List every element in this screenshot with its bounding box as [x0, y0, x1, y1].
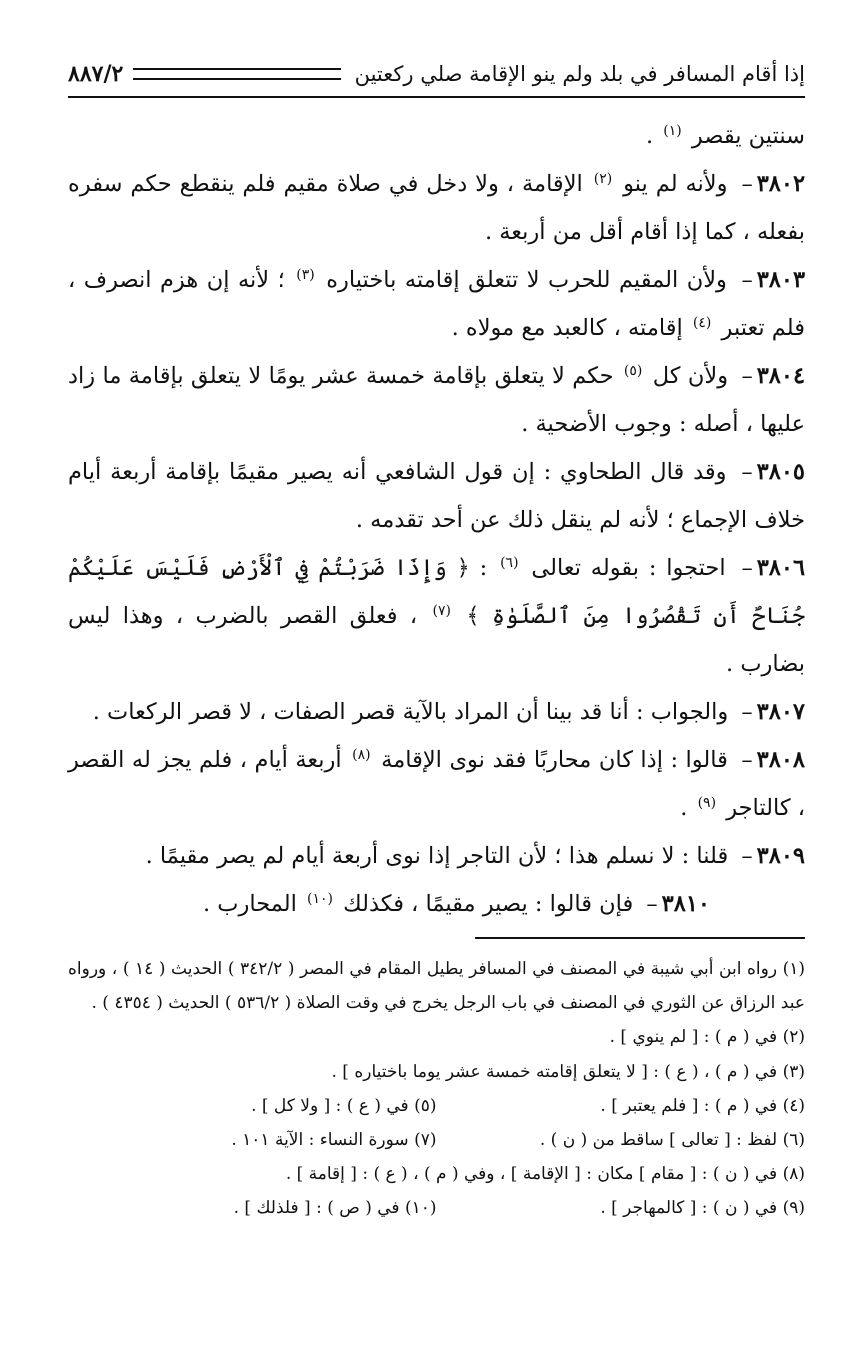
paragraph-3804: ٣٨٠٤– ولأن كل $^{(٥)}$ حكم لا يتعلق بإقامة خمسة عشر يومًا لا يتعلق بإقامة ما زاد عليها ، أصله : وجوب الأضحية . [68, 362, 806, 437]
page-number: ٨٨٧/٢ [68, 61, 124, 87]
paragraph-text: احتجوا : بقوله تعالى [531, 555, 726, 581]
paragraph-text: ولأنه لم ينو [623, 171, 728, 197]
paragraph-3809: ٣٨٠٩– قلنا : لا نسلم هذا ؛ لأن التاجر إذا نوى أربعة أيام لم يصر مقيمًا . [145, 843, 805, 869]
paragraph-text: أربعة أيام ، فلم يجز له القصر ، كالتاجر [68, 747, 805, 821]
footnote-ref: (٧) [432, 602, 451, 619]
paragraph-3806: ٣٨٠٦– احتجوا : بقوله تعالى $^{(٦)}$ : ﴿ وَإِذَا ضَرَبْتُمْ فِي ٱلْأَرْضِ فَلَيْسَ عَلَيْكُمْ جُنَاحٌ أَن تَقْصُرُوا مِنَ ٱلصَّلَوٰةِ ﴾ $^{(٧)}$ ، فعلق القصر بالضرب ، وهذا ليس بضارب . [68, 554, 806, 677]
paragraph-text: قلنا : لا نسلم هذا ؛ لأن التاجر إذا نوى أربعة أيام لم يصر مقيمًا . [145, 843, 729, 869]
paragraph-text: المحارب . [202, 891, 297, 917]
footnote-6: (٦) لفظ : [ تعالى ] ساقط من ( ن ) . [539, 1130, 805, 1151]
paragraph-text: ولأن كل [652, 363, 729, 389]
paragraph-text: فإن قالوا : يصير مقيمًا ، فكذلك [343, 891, 634, 917]
paragraph-3807: ٣٨٠٧– والجواب : أنا قد بينا أن المراد بالآية قصر الصفات ، لا قصر الركعات . [92, 699, 805, 725]
footnote-ref: (٦) [500, 554, 519, 571]
footnote-ref: (٥) [623, 362, 643, 379]
continuation-end: . [645, 123, 654, 149]
paragraph-text: . [680, 795, 688, 821]
footnote-2: (٢) في ( م ) : [ لم ينوي ] . [609, 1027, 805, 1048]
paragraph-text: حكم لا يتعلق بإقامة خمسة عشر يومًا لا يتعلق بإقامة ما زاد عليها ، أصله : وجوب الأضحية . [68, 363, 805, 437]
footnote-row [68, 1089, 805, 1123]
paragraph-text: ، فعلق القصر بالضرب ، وهذا ليس بضارب . [68, 603, 805, 677]
paragraph-text: ولأن المقيم للحرب لا تتعلق إقامته باختياره [326, 267, 727, 293]
continuation-line [68, 112, 805, 160]
paragraph-text: وقد قال الطحاوي : إن قول الشافعي أنه يصير مقيمًا بإقامة أربعة أيام خلاف الإجماع ؛ لأنه لم ينقل ذلك عن أحد تقدمه . [68, 459, 805, 533]
footnote-separator [475, 937, 805, 939]
footnotes [68, 952, 805, 1226]
paragraph-3803: ٣٨٠٣– ولأن المقيم للحرب لا تتعلق إقامته باختياره $^{(٣)}$ ؛ لأنه إن هزم انصرف ، فلم تعتبر $^{(٤)}$ إقامته ، كالعبد مع مولاه . [68, 266, 806, 341]
footnote-5: (٥) في ( ع ) : [ ولا كل ] . [251, 1095, 437, 1116]
paragraph-number: ٣٨٠٦ [756, 555, 806, 581]
paragraph-text: الإقامة ، ولا دخل في صلاة مقيم فلم ينقطع حكم سفره بفعله ، كما إذا أقام أقل من أربعة . [68, 171, 805, 245]
footnote-row [68, 1123, 805, 1157]
paragraph-number: ٣٨٠٩ [756, 843, 805, 869]
footnote-row [68, 1191, 805, 1225]
footnote-ref: (١٠) [307, 890, 333, 907]
paragraph-text: إقامته ، كالعبد مع مولاه . [451, 315, 683, 341]
running-title: إذا أقام المسافر في بلد ولم ينو الإقامة صلي ركعتين [354, 62, 805, 86]
footnote-ref: (٤) [692, 314, 712, 331]
footnote-8: (٨) في ( ن ) : [ مقام ] مكان : [ الإقامة ] ، وفي ( م ) ، ( ع ) : [ إقامة ] . [285, 1164, 805, 1185]
main-text [68, 112, 805, 928]
continuation-text: سنتين يقصر [691, 123, 805, 149]
page-header [68, 52, 805, 98]
paragraph-number: ٣٨٠٨ [756, 747, 805, 773]
paragraph-number: ٣٨٠٤ [756, 363, 806, 389]
footnote-ref: (٩) [697, 794, 717, 811]
footnote-ref: (٨) [352, 746, 371, 763]
paragraph-text: ؛ لأنه إن هزم انصرف ، فلم تعتبر [68, 267, 805, 341]
footnote-ref: (٢) [593, 170, 613, 187]
paragraph-number: ٣٨٠٧ [756, 699, 805, 725]
paragraph-number: ٣٨٠٢ [756, 171, 806, 197]
paragraph-number: ٣٨٠٣ [756, 267, 806, 293]
footnote-9: (٩) في ( ن ) : [ كالمهاجر ] . [600, 1198, 805, 1219]
paragraph-text: والجواب : أنا قد بينا أن المراد بالآية قصر الصفات ، لا قصر الركعات . [92, 699, 729, 725]
footnote-7: (٧) سورة النساء : الآية ١٠١ . [231, 1130, 437, 1151]
header-double-rule [133, 68, 340, 80]
paragraph-3810: ٣٨١٠– فإن قالوا : يصير مقيمًا ، فكذلك $^{(١٠)}$ المحارب . [202, 890, 710, 917]
footnote-10: (١٠) في ( ص ) : [ فلذلك ] . [233, 1198, 437, 1219]
paragraph-number: ٣٨١٠ [661, 891, 710, 917]
paragraph-3805: ٣٨٠٥– وقد قال الطحاوي : إن قول الشافعي أنه يصير مقيمًا بإقامة أربعة أيام خلاف الإجماع ؛ لأنه لم ينقل ذلك عن أحد تقدمه . [68, 459, 805, 533]
paragraph-3808: ٣٨٠٨– قالوا : إذا كان محاربًا فقد نوى الإقامة $^{(٨)}$ أربعة أيام ، فلم يجز له القصر ، كالتاجر $^{(٩)}$ . [68, 746, 805, 821]
footnote-3: (٣) في ( م ) ، ( ع ) : [ لا يتعلق إقامته خمسة عشر يوما باختياره ] . [331, 1061, 805, 1082]
paragraph-number: ٣٨٠٥ [756, 459, 805, 485]
footnote-1: (١) رواه ابن أبي شيبة في المصنف في المسافر يطيل المقام في المصر ( ٣٤٢/٢ ) الحديث ( ١٤ ) ، ورواه عبد الرزاق عن الثوري في المصنف في باب الرجل يخرج في وقت الصلاة ( ٥٣٦/٢ ) الحديث ( ٤٣٥٤ ) . [68, 959, 805, 1014]
footnote-4: (٤) في ( م ) : [ فلم يعتبر ] . [600, 1095, 805, 1116]
footnote-ref: (٣) [296, 266, 315, 283]
paragraph-text: قالوا : إذا كان محاربًا فقد نوى الإقامة [381, 747, 728, 773]
quran-verse: : ﴿ وَإِذَا ضَرَبْتُمْ فِي ٱلْأَرْضِ فَلَيْسَ عَلَيْكُمْ جُنَاحٌ أَن تَقْصُرُوا مِنَ ٱلصَّلَوٰةِ ﴾ [68, 555, 806, 629]
paragraph-3802: ٣٨٠٢– ولأنه لم ينو $^{(٢)}$ الإقامة ، ولا دخل في صلاة مقيم فلم ينقطع حكم سفره بفعله ، كما إذا أقام أقل من أربعة . [68, 170, 806, 245]
footnote-ref: (١) [663, 122, 682, 139]
